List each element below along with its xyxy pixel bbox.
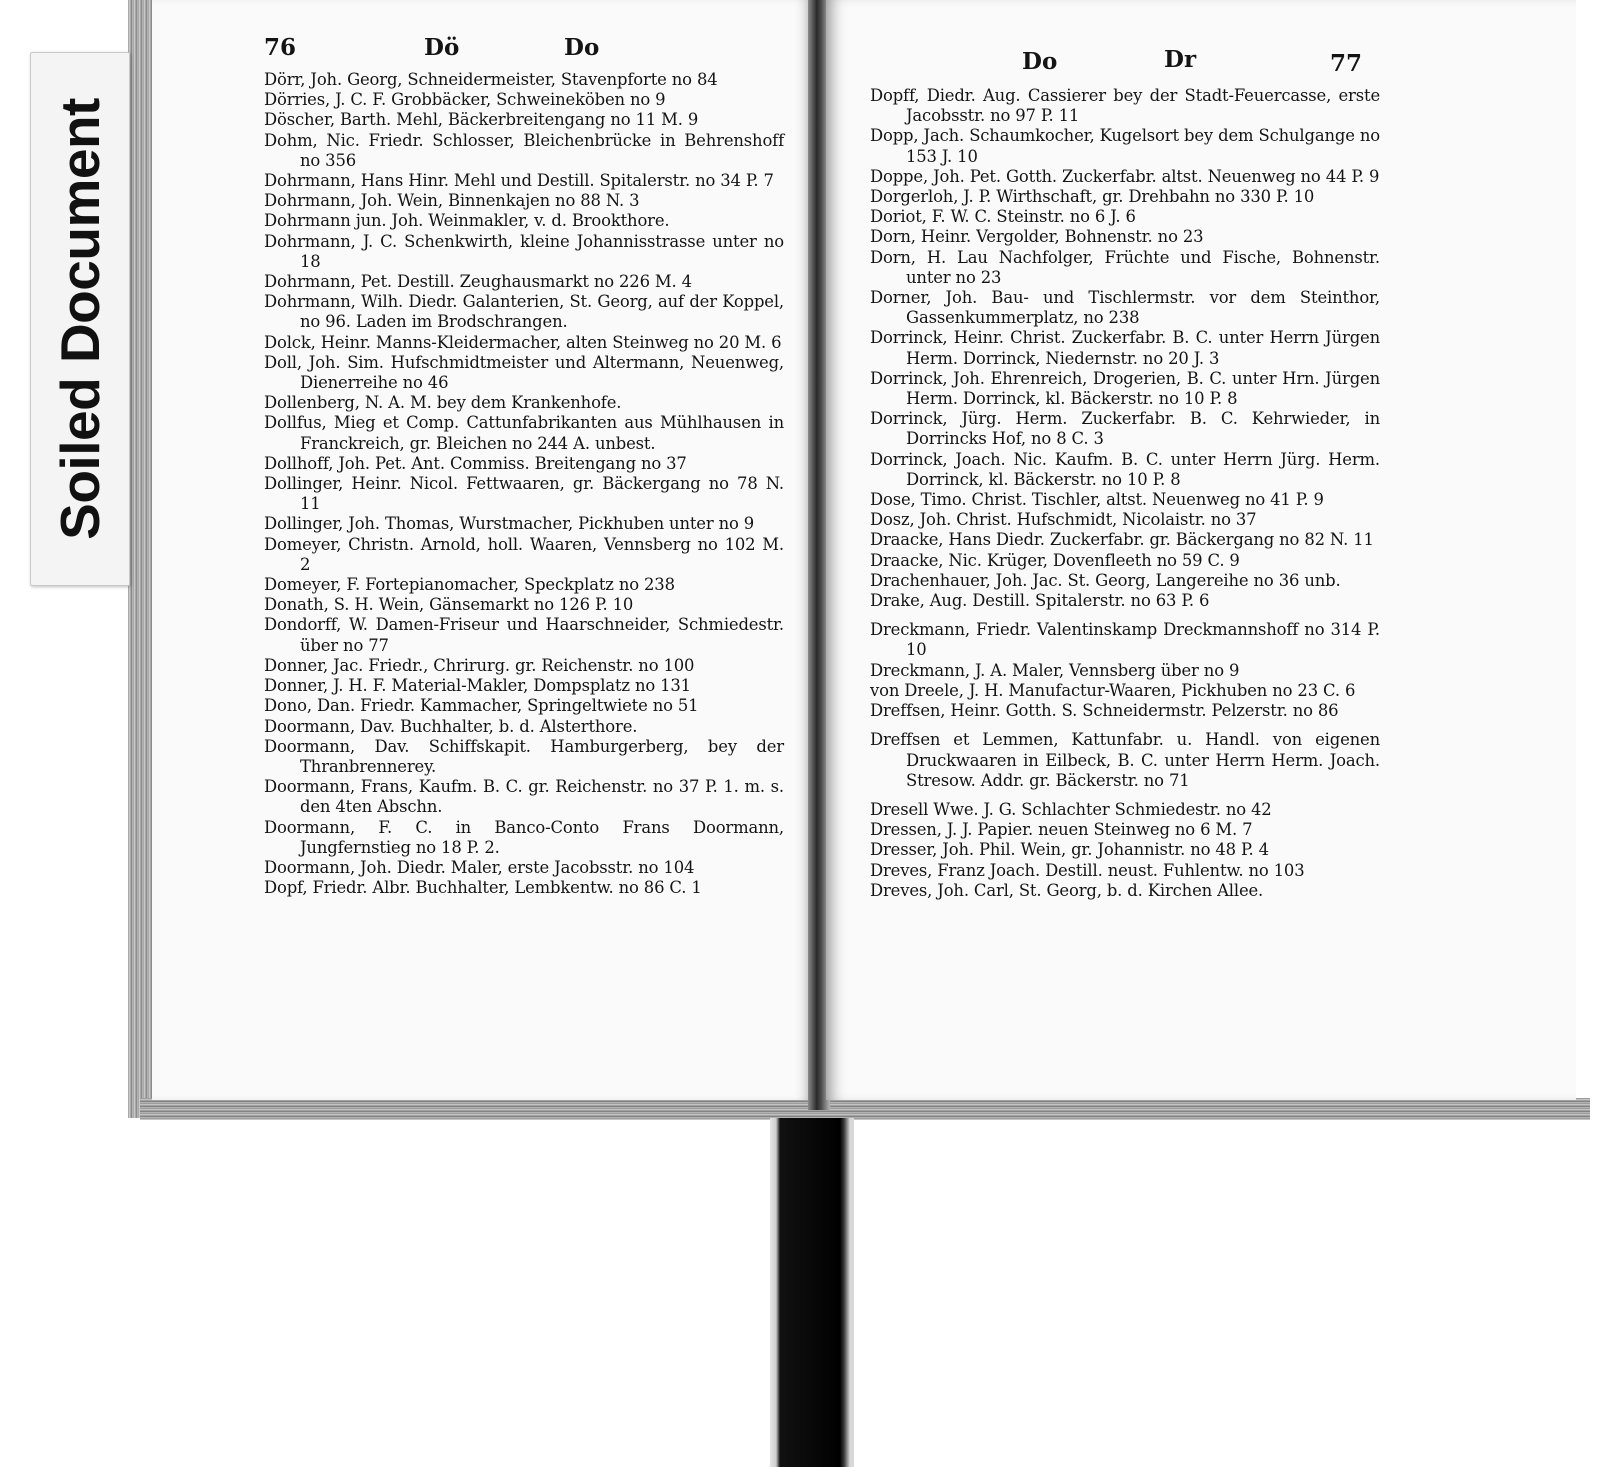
directory-entry: Dressen, J. J. Papier. neuen Steinweg no 6 M. 7	[870, 820, 1253, 840]
directory-entry: Dreves, Joh. Carl, St. Georg, b. d. Kirchen Allee.	[870, 880, 1264, 900]
book-bottom-edge	[140, 1098, 1590, 1120]
directory-entry: Doppe, Joh. Pet. Gotth. Zuckerfabr. altst. Neuenweg no 44 P. 9	[870, 166, 1380, 186]
directory-entry: Dopf, Friedr. Albr. Buchhalter, Lembkentw. no 86 C. 1	[264, 878, 702, 898]
directory-entry: Dorn, H. Lau Nachfolger, Früchte und Fische, Bohnenstr. unter no 23	[870, 247, 1380, 287]
binding-strip	[770, 1118, 854, 1467]
directory-entry: Drachenhauer, Joh. Jac. St. Georg, Langereihe no 36 unb.	[870, 570, 1341, 590]
directory-entry: Doormann, F. C. in Banco-Conto Frans Doormann, Jungfernstieg no 18 P. 2.	[264, 817, 784, 857]
directory-entry: Dresell Wwe. J. G. Schlachter Schmiedestr. no 42	[870, 799, 1272, 819]
directory-entry: Donath, S. H. Wein, Gänsemarkt no 126 P. 10	[264, 595, 634, 615]
directory-entry: Doll, Joh. Sim. Hufschmidtmeister und Altermann, Neuenweg, Dienerreihe no 46	[264, 352, 784, 393]
directory-entry: Doormann, Dav. Buchhalter, b. d. Alsterthore.	[264, 716, 638, 736]
directory-entry: Dollinger, Joh. Thomas, Wurstmacher, Pickhuben unter no 9	[264, 514, 755, 534]
directory-entry: Dolck, Heinr. Manns-Kleidermacher, alten Steinweg no 20 M. 6	[264, 332, 782, 352]
directory-entry: Doormann, Frans, Kaufm. B. C. gr. Reichenstr. no 37 P. 1. m. s. den 4ten Abschn.	[264, 777, 784, 817]
directory-entry: Draacke, Nic. Krüger, Dovenfleeth no 59 C. 9	[870, 550, 1240, 570]
directory-entry: Donner, J. H. F. Material-Makler, Dompsplatz no 131	[264, 676, 691, 696]
right-entries	[870, 86, 1380, 901]
directory-entry: Dondorff, W. Damen-Friseur und Haarschneider, Schmiedestr. über no 77	[264, 615, 784, 655]
directory-entry: Doormann, Dav. Schiffskapit. Hamburgerberg, bey der Thranbrennerey.	[264, 736, 784, 776]
directory-entry: Dosz, Joh. Christ. Hufschmidt, Nicolaistr. no 37	[870, 510, 1257, 530]
directory-entry: Dohrmann jun. Joh. Weinmakler, v. d. Brookthore.	[264, 211, 670, 231]
directory-entry: Doriot, F. W. C. Steinstr. no 6 J. 6	[870, 207, 1136, 227]
directory-entry: Dreves, Franz Joach. Destill. neust. Fuhlentw. no 103	[870, 860, 1305, 880]
directory-entry: Dollenberg, N. A. M. bey dem Krankenhofe.	[264, 393, 622, 413]
right-page-header	[826, 30, 1576, 77]
left-page	[152, 0, 812, 1100]
directory-entry: Drake, Aug. Destill. Spitalerstr. no 63 P. 6	[870, 591, 1210, 611]
left-entries	[264, 70, 784, 898]
directory-entry: Dörr, Joh. Georg, Schneidermeister, Stavenpforte no 84	[264, 70, 718, 89]
directory-entry: Dorrinck, Heinr. Christ. Zuckerfabr. B. C. unter Herrn Jürgen Herm. Dorrinck, Niedernstr. no 20 J. 3	[870, 328, 1380, 368]
directory-entry: Dohrmann, Wilh. Diedr. Galanterien, St. Georg, auf der Koppel, no 96. Laden im Brodschrangen.	[264, 292, 784, 332]
directory-entry: von Dreele, J. H. Manufactur-Waaren, Pickhuben no 23 C. 6	[870, 680, 1356, 700]
directory-entry: Dörries, J. C. F. Grobbäcker, Schweineköben no 9	[264, 90, 666, 110]
header-left-letters: Dö	[424, 34, 460, 61]
directory-entry: Dorrinck, Joach. Nic. Kaufm. B. C. unter Herrn Jürg. Herm. Dorrinck, kl. Bäckerstr. no 10 P. 8	[870, 449, 1380, 489]
header-right-letters: Dr	[1164, 46, 1197, 73]
page-number: 76	[264, 34, 297, 61]
directory-entry: Dorn, Heinr. Vergolder, Bohnenstr. no 23	[870, 227, 1204, 247]
directory-entry: Dollhoff, Joh. Pet. Ant. Commiss. Breitengang no 37	[264, 453, 687, 473]
directory-entry: Domeyer, F. Fortepianomacher, Speckplatz no 238	[264, 575, 675, 595]
directory-entry: Domeyer, Christn. Arnold, holl. Waaren, Vennsberg no 102 M. 2	[264, 534, 784, 574]
directory-entry: Doormann, Joh. Diedr. Maler, erste Jacobsstr. no 104	[264, 857, 695, 877]
header-right-letters: Do	[564, 34, 600, 61]
right-page	[826, 0, 1576, 1100]
page-number: 77	[1330, 50, 1363, 77]
directory-entry: Dopff, Diedr. Aug. Cassierer bey der Stadt-Feuercasse, erste Jacobsstr. no 97 P. 11	[870, 86, 1380, 126]
directory-entry: Draacke, Hans Diedr. Zuckerfabr. gr. Bäckergang no 82 N. 11	[870, 530, 1374, 550]
soiled-document-label: Soiled Document	[49, 98, 111, 540]
directory-entry: Dreffsen et Lemmen, Kattunfabr. u. Handl. von eigenen Druckwaaren in Eilbeck, B. C. unter Herrn Herm. Joach. Stresow. Addr. gr. Bäckerstr. no 71	[870, 730, 1380, 790]
directory-entry: Dollinger, Heinr. Nicol. Fettwaaren, gr. Bäckergang no 78 N. 11	[264, 474, 784, 514]
directory-entry: Dose, Timo. Christ. Tischler, altst. Neuenweg no 41 P. 9	[870, 490, 1324, 510]
directory-entry: Dohm, Nic. Friedr. Schlosser, Bleichenbrücke in Behrenshoff no 356	[264, 130, 784, 170]
directory-entry: Döscher, Barth. Mehl, Bäckerbreitengang no 11 M. 9	[264, 110, 699, 130]
directory-entry: Dohrmann, Joh. Wein, Binnenkajen no 88 N. 3	[264, 191, 640, 211]
directory-entry: Dorrinck, Joh. Ehrenreich, Drogerien, B. C. unter Hrn. Jürgen Herm. Dorrinck, kl. Bäckerstr. no 10 P. 8	[870, 368, 1380, 409]
directory-entry: Dreffsen, Heinr. Gotth. S. Schneidermstr. Pelzerstr. no 86	[870, 701, 1339, 721]
directory-entry: Dorgerloh, J. P. Wirthschaft, gr. Drehbahn no 330 P. 10	[870, 187, 1315, 207]
left-page-header	[152, 30, 812, 70]
directory-entry: Dorner, Joh. Bau- und Tischlermstr. vor dem Steinthor, Gassenkummerplatz, no 238	[870, 288, 1380, 328]
directory-entry: Dohrmann, Hans Hinr. Mehl und Destill. Spitalerstr. no 34 P. 7	[264, 171, 774, 191]
header-left-letters: Do	[1022, 48, 1058, 75]
directory-entry: Donner, Jac. Friedr., Chrirurg. gr. Reichenstr. no 100	[264, 655, 695, 675]
directory-entry: Dohrmann, Pet. Destill. Zeughausmarkt no 226 M. 4	[264, 272, 692, 292]
directory-entry: Dreckmann, Friedr. Valentinskamp Dreckmannshoff no 314 P. 10	[870, 620, 1380, 660]
directory-entry: Dollfus, Mieg et Comp. Cattunfabrikanten aus Mühlhausen in Franckreich, gr. Bleichen no 244 A. unbest.	[264, 413, 784, 453]
directory-entry: Dreckmann, J. A. Maler, Vennsberg über no 9	[870, 660, 1240, 680]
directory-entry: Dono, Dan. Friedr. Kammacher, Springeltwiete no 51	[264, 696, 699, 716]
directory-entry: Dresser, Joh. Phil. Wein, gr. Johannistr. no 48 P. 4	[870, 840, 1269, 860]
directory-entry: Dopp, Jach. Schaumkocher, Kugelsort bey dem Schulgange no 153 J. 10	[870, 126, 1380, 166]
directory-entry: Dorrinck, Jürg. Herm. Zuckerfabr. B. C. Kehrwieder, in Dorrincks Hof, no 8 C. 3	[870, 409, 1380, 449]
soiled-document-tag	[30, 52, 130, 586]
directory-entry: Dohrmann, J. C. Schenkwirth, kleine Johannisstrasse unter no 18	[264, 231, 784, 271]
